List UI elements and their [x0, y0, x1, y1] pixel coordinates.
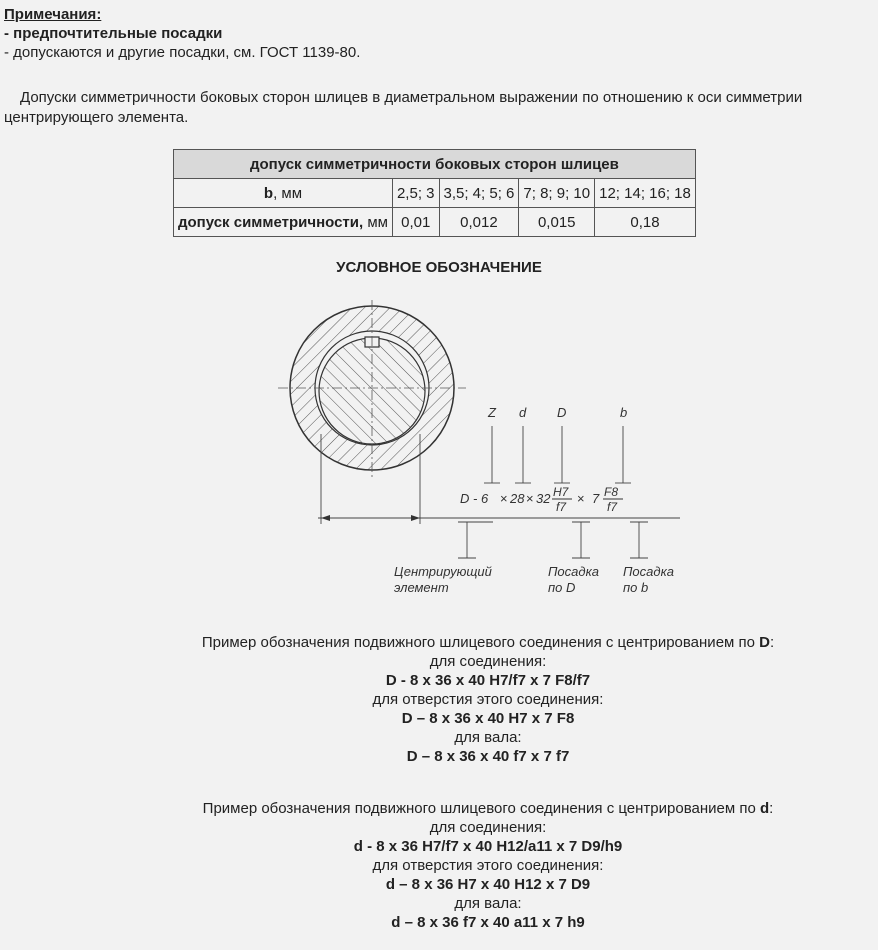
- joint-label: для соединения:: [429, 653, 547, 670]
- fraction1-denominator: f7: [556, 500, 567, 514]
- formula-times: ×: [577, 491, 585, 506]
- spline-cross-section: [278, 300, 466, 478]
- hole-label: для отверстия этого соединения:: [372, 691, 604, 708]
- example-intro: Пример обозначения подвижного шлицевого соединения с центрированием по D:: [201, 634, 775, 651]
- formula-28: 28: [510, 491, 525, 506]
- formula-32: 32: [536, 491, 551, 506]
- caption-centering-line2: элемент: [394, 580, 449, 595]
- caption-fit-b-line1: Посадка: [623, 564, 674, 579]
- shaft-designation: d – 8 x 36 f7 x 40 a11 x 7 h9: [391, 914, 585, 931]
- label-D: D: [557, 405, 567, 420]
- label-d: d: [519, 405, 527, 420]
- table-row: [174, 208, 696, 237]
- shaft-label: для вала:: [454, 895, 522, 912]
- table-cell: 7; 8; 9; 10: [519, 179, 595, 208]
- notes-block: [4, 5, 360, 62]
- fraction1-numerator: H7: [553, 485, 569, 499]
- formula-7: 7: [592, 491, 600, 506]
- table-cell: 0,01: [392, 208, 439, 237]
- fraction2-denominator: f7: [607, 500, 618, 514]
- hole-designation: D – 8 x 36 x 40 H7 x 7 F8: [401, 710, 575, 727]
- hole-label: для отверстия этого соединения:: [372, 857, 604, 874]
- shaft-label: для вала:: [454, 729, 522, 746]
- joint-designation: D - 8 x 36 x 40 H7/f7 x 7 F8/f7: [385, 672, 591, 689]
- symmetry-paragraph: Допуски симметричности боковых сторон шлицев в диаметральном выражении по отношению к оси симметрии центрирующего элемента.: [4, 89, 803, 126]
- example-d-block: [0, 799, 878, 932]
- table-row-label: допуск симметричности, мм: [174, 208, 393, 237]
- joint-label: для соединения:: [429, 819, 547, 836]
- table-cell: 3,5; 4; 5; 6: [439, 179, 519, 208]
- table-header: допуск симметричности боковых сторон шлицев: [174, 150, 696, 179]
- label-z: Z: [488, 405, 496, 420]
- table-row: [174, 179, 696, 208]
- formula-part1: D - 6: [460, 491, 489, 506]
- example-intro: Пример обозначения подвижного шлицевого соединения с центрированием по d:: [202, 800, 774, 817]
- formula-times: ×: [500, 491, 508, 506]
- table-row-label: b, мм: [174, 179, 393, 208]
- symmetry-tolerance-table: [173, 149, 696, 237]
- table-cell: 2,5; 3: [392, 179, 439, 208]
- table-cell: 0,18: [595, 208, 696, 237]
- caption-fit-b-line2: по b: [623, 580, 649, 595]
- label-b: b: [620, 405, 628, 420]
- formula-times: ×: [526, 491, 534, 506]
- spline-designation-diagram: [270, 300, 710, 610]
- fraction2-numerator: F8: [604, 485, 619, 499]
- joint-designation: d - 8 x 36 H7/f7 x 40 H12/a11 x 7 D9/h9: [353, 838, 623, 855]
- table-cell: 12; 14; 16; 18: [595, 179, 696, 208]
- designation-heading: УСЛОВНОЕ ОБОЗНАЧЕНИЕ: [336, 259, 542, 276]
- notes-title: Примечания:: [4, 6, 102, 23]
- hole-designation: d – 8 x 36 H7 x 40 H12 x 7 D9: [385, 876, 591, 893]
- caption-centering-line1: Центрирующий: [394, 564, 492, 579]
- table-cell: 0,015: [519, 208, 595, 237]
- notes-other: - допускаются и другие посадки, см. ГОСТ 1139-80.: [4, 44, 361, 61]
- notes-preferred: - предпочтительные посадки: [4, 25, 223, 42]
- example-D-block: [0, 633, 878, 766]
- shaft-designation: D – 8 x 36 x 40 f7 x 7 f7: [406, 748, 570, 765]
- caption-fit-D-line2: по D: [548, 580, 576, 595]
- caption-fit-D-line1: Посадка: [548, 564, 599, 579]
- table-cell: 0,012: [439, 208, 519, 237]
